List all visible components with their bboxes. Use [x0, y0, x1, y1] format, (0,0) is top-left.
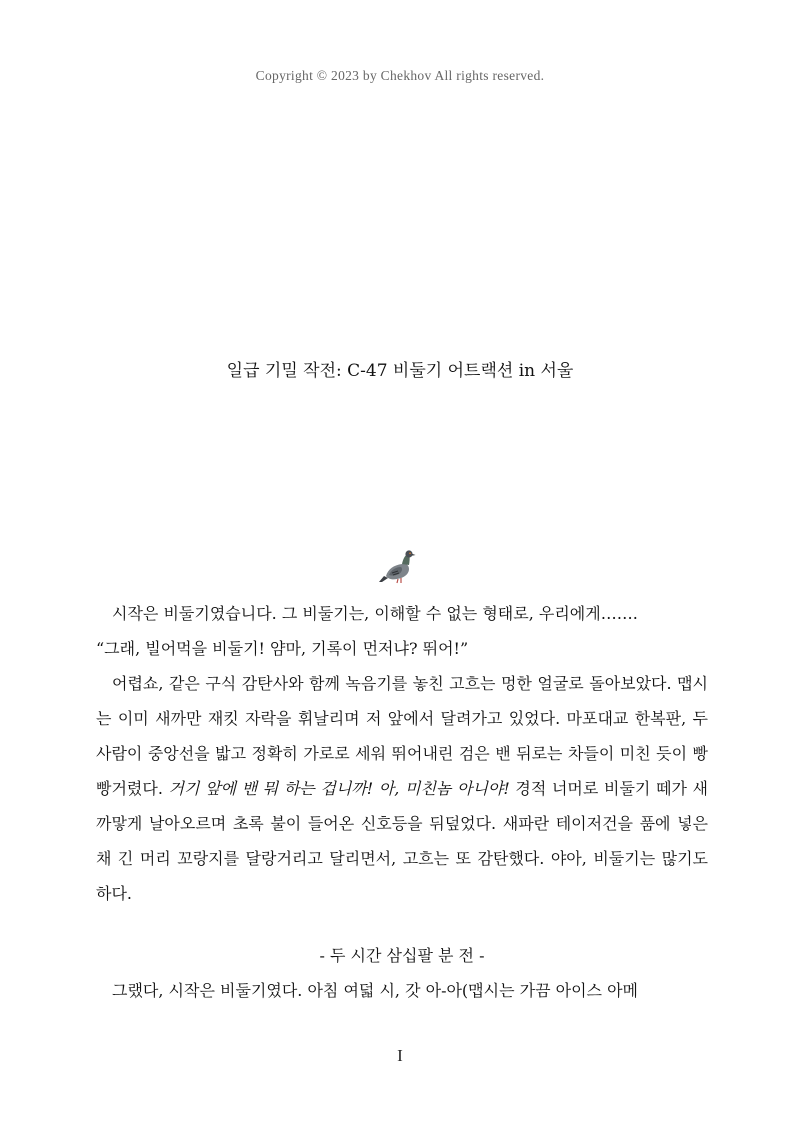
paragraph-2-dialogue: “그래, 빌어먹을 비둘기! 얌마, 기록이 먼저냐? 뛰어!”	[96, 639, 469, 658]
story-body	[96, 596, 708, 1008]
chapter-title: 일급 기밀 작전: C-47 비둘기 어트랙션 in 서울	[226, 361, 574, 381]
copyright-notice: Copyright © 2023 by Chekhov All rights reserved.	[255, 68, 545, 83]
pigeon-icon	[378, 545, 418, 585]
paragraph-3-italic-dialogue: 거기 앞에 밴 뭐 하는 겁니까! 아, 미친놈 아니야!	[168, 779, 510, 798]
paragraph-1: 시작은 비둘기였습니다. 그 비둘기는, 이해할 수 없는 형태로, 우리에게…….	[112, 604, 638, 623]
paragraph-3-text-b: 경적 너머로 비둘기 떼가 새까맣게 날아오르며 초록 불이 들어온 신호등을 뒤덮었다. 새파란 테이저건을 품에 넣은 채 긴 머리 꼬랑지를 달랑거리고 달리면서, 고흐는 또 감탄했다. 야아, 비둘기는 많기도 하다.	[96, 779, 708, 903]
page-number: I	[397, 1046, 403, 1065]
scene-break: - 두 시간 삼십팔 분 전 -	[319, 946, 485, 965]
paragraph-3-text-a: 어렵쇼, 같은 구식 감탄사와 함께 녹음기를 놓친 고흐는 멍한 얼굴로 돌아보았다. 맵시는 이미 새까만 재킷 자락을 휘날리며 저 앞에서 달려가고 있었다. 마포대교 한복판, 두 사람이 중앙선을 밟고 정확히 가로로 세워 뛰어내린 검은 밴 뒤로는 차들이 미친 듯이 빵빵거렸다.	[96, 674, 708, 798]
paragraph-4: 그랬다, 시작은 비둘기였다. 아침 여덟 시, 갓 아-아(맵시는 가끔 아이스 아메	[112, 981, 638, 1000]
paragraph-3	[96, 666, 708, 911]
